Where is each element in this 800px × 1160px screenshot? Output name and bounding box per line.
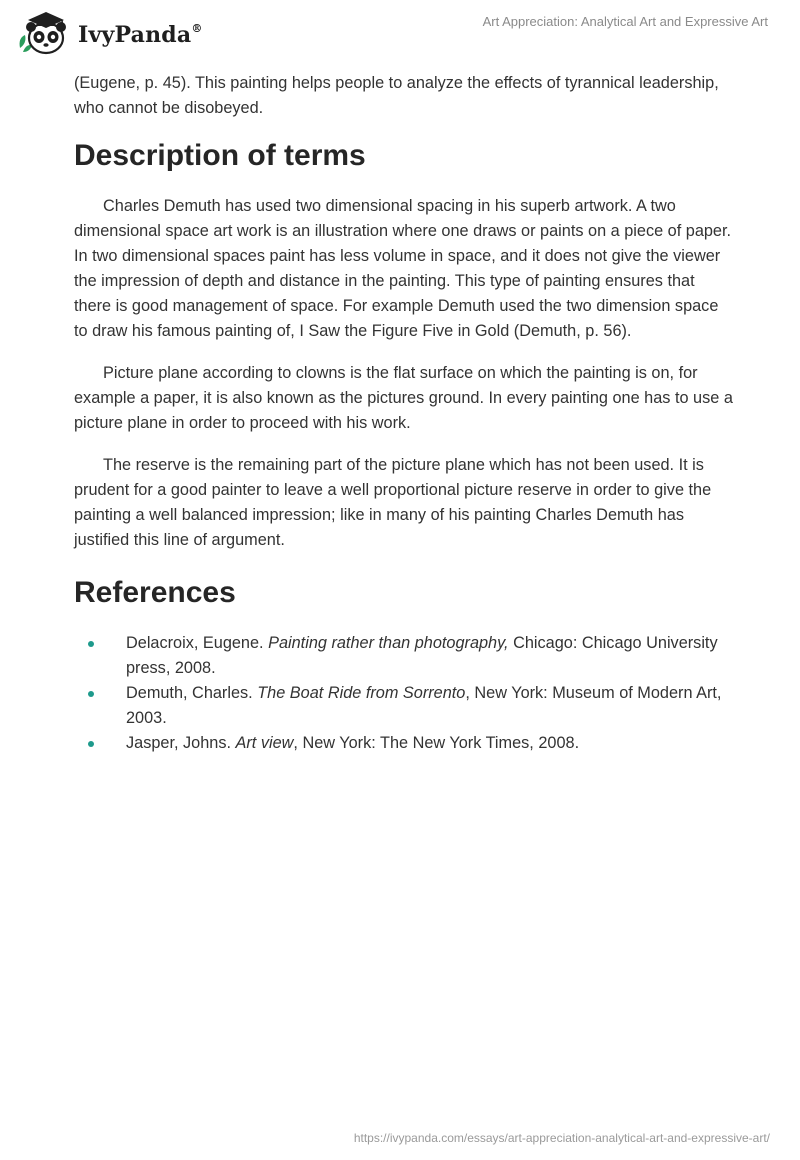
reference-author: Jasper, Johns. <box>126 734 236 752</box>
source-url-link[interactable]: https://ivypanda.com/essays/art-appreciation-analytical-art-and-expressive-art/ <box>353 1131 770 1145</box>
reference-publisher: , New York: The New York Times, 2008. <box>293 734 580 752</box>
reference-publisher: Chicago: Chicago University press, 2008. <box>126 634 718 677</box>
registered-mark: ® <box>191 21 203 35</box>
brand-name: IvyPanda® <box>78 21 203 48</box>
paragraph-picture-plane: Picture plane according to clowns is the flat surface on which the painting is on, for example a paper, it is also known as the pictures ground. In every painting one has to use a picture plane in order to proceed with his work. <box>74 364 733 432</box>
reference-author: Delacroix, Eugene. <box>126 634 269 652</box>
reference-publisher: , New York: Museum of Modern Art, 2003. <box>126 684 722 727</box>
document-title: Art Appreciation: Analytical Art and Expressive Art <box>482 14 768 29</box>
panda-graduate-icon <box>16 8 76 58</box>
section-heading-references: References <box>74 576 236 609</box>
paragraph-reserve: The reserve is the remaining part of the picture plane which has not been used. It is prudent for a good painter to leave a well proportional picture reserve in order to give the painting a well balanced impression; like in many of his painting Charles Demuth has justified this line of argument. <box>74 456 712 549</box>
bullet-icon <box>88 741 94 747</box>
reference-item <box>74 631 734 681</box>
bullet-icon <box>88 641 94 647</box>
reference-author: Demuth, Charles. <box>126 684 258 702</box>
ivypanda-logo[interactable] <box>16 8 246 60</box>
reference-title: Art view <box>235 734 294 752</box>
reference-item <box>74 731 734 756</box>
bullet-icon <box>88 691 94 697</box>
essay-content <box>74 71 734 756</box>
paragraph-two-dimensional-spacing: Charles Demuth has used two dimensional spacing in his superb artwork. A two dimensional space art work is an illustration where one draws or paints on a piece of paper. In two dimensional spaces paint has less volume in space, and it does not give the viewer the impression of depth and distance in the painting. This type of painting ensures that there is good management of space. For example Demuth used the two dimension space to draw his famous painting of, I Saw the Figure Five in Gold (Demuth, p. 56). <box>74 197 732 340</box>
intro-paragraph: (Eugene, p. 45). This painting helps people to analyze the effects of tyrannical leadership, who cannot be disobeyed. <box>74 74 719 117</box>
references-list <box>74 631 734 756</box>
reference-title: Painting rather than photography, <box>268 634 509 652</box>
page-header <box>0 0 800 70</box>
section-heading-description-of-terms: Description of terms <box>74 139 366 172</box>
reference-item <box>74 681 734 731</box>
reference-title: The Boat Ride from Sorrento <box>257 684 466 702</box>
